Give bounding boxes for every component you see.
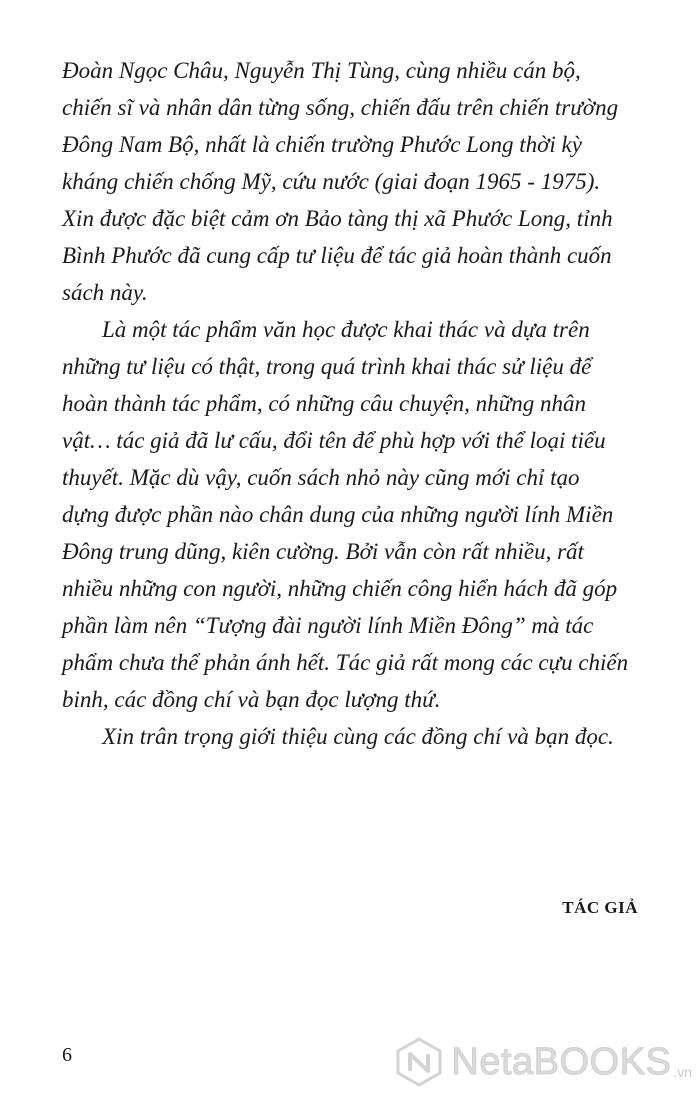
text-line: chiến sĩ và nhân dân từng sống, chiến đấu trên chiến trường bbox=[62, 95, 619, 120]
text-line: nhiều những con người, những chiến công hiển hách đã góp bbox=[62, 576, 618, 601]
text-line: Xin được đặc biệt cảm ơn Bảo tàng thị xã Phước Long, tỉnh bbox=[62, 206, 613, 231]
text-line: những tư liệu có thật, trong quá trình khai thác sử liệu để bbox=[62, 354, 592, 379]
text-line: thuyết. Mặc dù vậy, cuốn sách nhỏ này cũng mới chỉ tạo bbox=[62, 465, 580, 490]
text-line: sách này. bbox=[62, 280, 148, 305]
text-line: Đông Nam Bộ, nhất là chiến trường Phước Long thời kỳ bbox=[62, 132, 582, 157]
text-line: Đông trung dũng, kiên cường. Bởi vẫn còn rất nhiều, rất bbox=[62, 539, 584, 564]
text-line: dựng được phần nào chân dung của những người lính Miền bbox=[62, 502, 614, 527]
text-line: hoàn thành tác phẩm, có những câu chuyện, những nhân bbox=[62, 391, 586, 416]
text-line: phần làm nên “Tượng đài người lính Miền Đông” mà tác bbox=[62, 613, 594, 638]
author-signature: TÁC GIẢ bbox=[562, 898, 638, 917]
text-line: phẩm chưa thể phản ánh hết. Tác giả rất mong các cựu chiến bbox=[62, 650, 629, 675]
watermark-suffix: .vn bbox=[673, 1064, 692, 1080]
text-line: Xin trân trọng giới thiệu cùng các đồng chí và bạn đọc. bbox=[102, 724, 614, 749]
text-line: Là một tác phẩm văn học được khai thác và dựa trên bbox=[102, 317, 590, 342]
netabooks-logo-icon bbox=[393, 1036, 445, 1088]
text-line: vật… tác giả đã lư cấu, đổi tên để phù hợp với thể loại tiểu bbox=[62, 428, 606, 453]
watermark bbox=[393, 1036, 692, 1088]
watermark-brand: NetaBOOKS bbox=[451, 1040, 672, 1083]
body-text bbox=[62, 52, 642, 755]
text-line: Bình Phước đã cung cấp tư liệu để tác giả hoàn thành cuốn bbox=[62, 243, 612, 268]
text-line: binh, các đồng chí và bạn đọc lượng thứ. bbox=[62, 687, 441, 712]
page-number: 6 bbox=[62, 1044, 72, 1066]
text-line: kháng chiến chống Mỹ, cứu nước (giai đoạn 1965 - 1975). bbox=[62, 169, 601, 194]
text-line: Đoàn Ngọc Châu, Nguyễn Thị Tùng, cùng nhiều cán bộ, bbox=[62, 58, 581, 83]
